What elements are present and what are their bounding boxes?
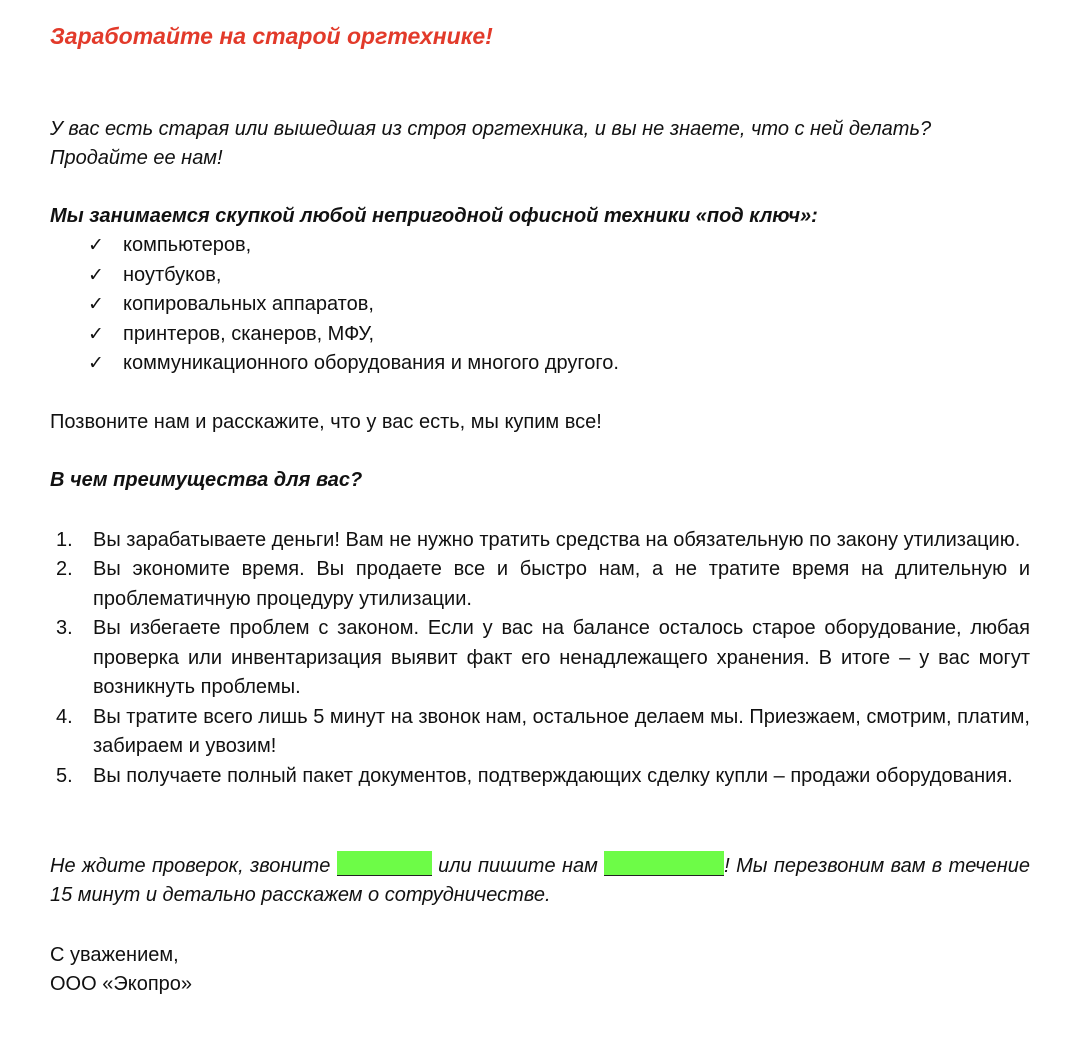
list-item [50, 231, 1030, 261]
list-item-text: коммуникационного оборудования и многого другого. [123, 352, 619, 374]
list-item-text: компьютеров, [123, 234, 252, 256]
list-item [50, 261, 1030, 291]
list-item [50, 762, 1030, 792]
list-item [50, 320, 1030, 350]
list-item [50, 290, 1030, 320]
signature-greeting: С уважением, [50, 944, 179, 966]
list-item [50, 614, 1030, 703]
phone-placeholder-field[interactable] [337, 851, 432, 876]
item-number: 4. [56, 705, 73, 728]
list-item-text: ноутбуков, [123, 263, 222, 286]
item-number: 2. [56, 558, 73, 580]
item-number: 3. [56, 617, 73, 639]
signature-company: ООО «Экопро» [50, 973, 193, 995]
list-item-text: Вы получаете полный пакет документов, подтверждающих сделку купли – продажи оборудования. [93, 764, 1013, 787]
document-title: Заработайте на старой оргтехнике! [50, 23, 493, 49]
list-item-text: Вы тратите всего лишь 5 минут на звонок нам, остальное делаем мы. Приезжаем, смотрим, платим, забираем и увозим! [93, 705, 1030, 757]
checkmark-icon: ✓ [88, 294, 104, 315]
intro-paragraph: У вас есть старая или вышедшая из строя оргтехника, и вы не знаете, что с ней делать? Продайте ее нам! [50, 118, 932, 169]
list-item [50, 703, 1030, 762]
list-item [50, 555, 1030, 614]
list-item-text: Вы избегаете проблем с законом. Если у вас на балансе осталось старое оборудование, любая проверка или инвентаризация выявит факт его ненадлежащего хранения. В итоге – у вас могут возникнуть проблемы. [93, 617, 1030, 698]
list-item [50, 526, 1030, 556]
closing-text-middle: или пишите нам [431, 855, 605, 877]
services-heading: Мы занимаемся скупкой любой непригодной офисной техники «под ключ»: [50, 205, 818, 227]
checkmark-icon: ✓ [88, 235, 104, 256]
list-item-text: Вы экономите время. Вы продаете все и быстро нам, а не тратите время на длительную и проблематичную процедуру утилизации. [93, 558, 1030, 610]
checkmark-icon: ✓ [88, 264, 104, 286]
email-placeholder-field[interactable] [604, 851, 724, 876]
call-to-action: Позвоните нам и расскажите, что у вас есть, мы купим все! [50, 410, 602, 433]
list-item-text: принтеров, сканеров, МФУ, [123, 322, 375, 345]
services-list [50, 231, 1030, 379]
advantages-heading: В чем преимущества для вас? [50, 468, 363, 491]
advantages-list [50, 526, 1030, 792]
list-item-text: копировальных аппаратов, [123, 293, 374, 315]
checkmark-icon: ✓ [88, 323, 104, 345]
closing-text-start: Не ждите проверок, звоните [50, 855, 337, 877]
closing-paragraph [50, 851, 1030, 910]
list-item [50, 349, 1030, 379]
item-number: 5. [56, 764, 73, 787]
checkmark-icon: ✓ [88, 353, 104, 374]
document-page [50, 0, 1030, 999]
item-number: 1. [56, 528, 73, 551]
list-item-text: Вы зарабатываете деньги! Вам не нужно тратить средства на обязательную по закону утилизацию. [93, 528, 1021, 551]
closing-text-end: ! Мы перезвоним вам в течение 15 минут и детально расскажем о сотрудничестве. [50, 855, 1030, 906]
signature [50, 941, 1030, 999]
